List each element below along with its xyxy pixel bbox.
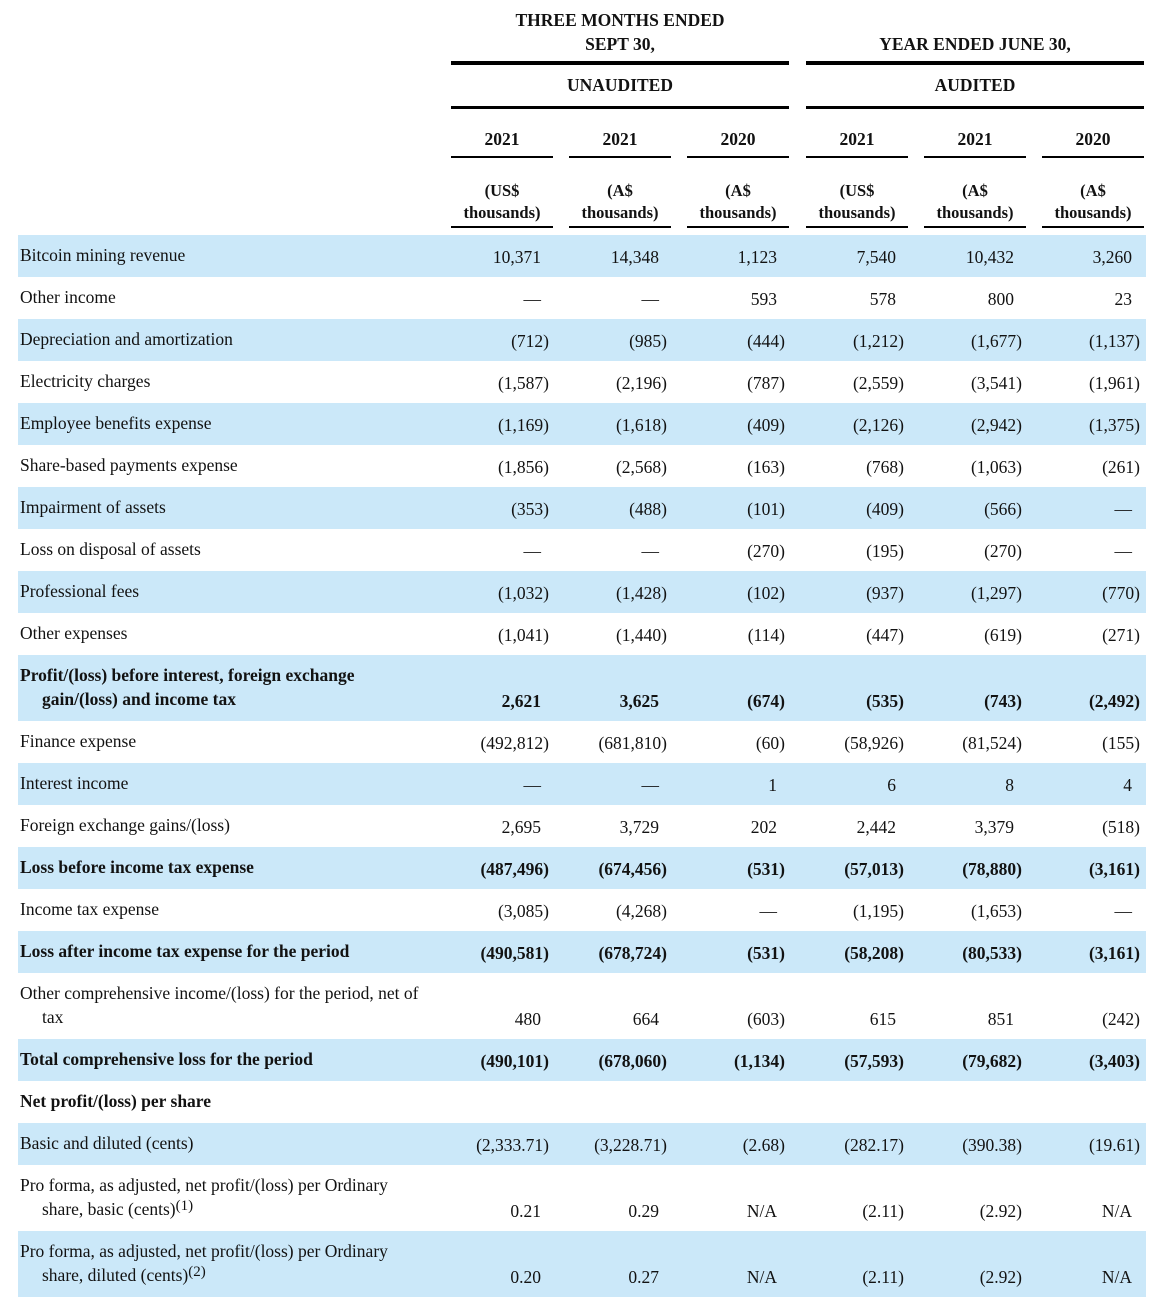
cell-value: (674) (747, 691, 785, 711)
cell-value: (3,228.71) (594, 1135, 667, 1155)
row-label-text: Interest income (20, 773, 129, 793)
group-title-year-ended (806, 4, 1144, 65)
cell-value: (1,137) (1088, 331, 1140, 351)
cell-value: — (1114, 901, 1132, 921)
column-group-year-ended (806, 4, 1144, 228)
row-label (18, 771, 451, 797)
year-header: 2020 (1042, 109, 1144, 158)
unit-header (1042, 158, 1144, 228)
column-header (451, 109, 553, 228)
row-label-text: Depreciation and amortization (20, 329, 233, 349)
cell-value: (1,041) (497, 625, 549, 645)
cell-value: 578 (869, 289, 896, 309)
cell-value: (271) (1102, 625, 1140, 645)
cell-value: 23 (1114, 289, 1132, 309)
unit-line1: (A$ (962, 181, 988, 200)
cell-value: (261) (1102, 457, 1140, 477)
row-label-text: Loss on disposal of assets (20, 539, 201, 559)
row-label-text: Share-based payments expense (20, 455, 238, 475)
row-label (18, 1089, 451, 1115)
year-header: 2021 (569, 109, 671, 158)
table-row (18, 235, 1146, 277)
cell-value: (390.38) (962, 1135, 1022, 1155)
cell-value: 202 (750, 817, 777, 837)
cell-value: 480 (514, 1009, 541, 1029)
cell-value: (447) (866, 625, 904, 645)
cell-value: (444) (747, 331, 785, 351)
cell-value: 2,621 (501, 691, 541, 711)
group-title-line1: THREE MONTHS ENDED (515, 10, 725, 30)
row-label-text: Other expenses (20, 623, 128, 643)
table-row (18, 1081, 1146, 1123)
table-row (18, 655, 1146, 721)
row-label-text: Impairment of assets (20, 497, 166, 517)
column-group-three-months (451, 4, 789, 228)
cell-value: (60) (755, 733, 785, 753)
cell-value: 1,123 (737, 247, 777, 267)
cell-value: (1,961) (1088, 373, 1140, 393)
cell-value: N/A (746, 1267, 777, 1287)
row-label-text: Other income (20, 287, 116, 307)
row-label-text: Other comprehensive income/(loss) for the period, net of tax (20, 983, 419, 1027)
unit-header (924, 158, 1026, 228)
table-row (18, 277, 1146, 319)
row-label (18, 939, 451, 965)
row-label-text: Basic and diluted (cents) (20, 1133, 194, 1153)
cell-value: (58,926) (844, 733, 904, 753)
cell-value: (155) (1102, 733, 1140, 753)
group-title-three-months (451, 4, 789, 65)
cell-value: N/A (1101, 1201, 1132, 1221)
unit-line1: (A$ (1080, 181, 1106, 200)
unit-line1: (A$ (725, 181, 751, 200)
cell-value: (2.11) (862, 1201, 904, 1221)
cell-value: 2,442 (856, 817, 896, 837)
row-label (18, 1131, 451, 1157)
cell-value: (1,428) (615, 583, 667, 603)
cell-value: (2.92) (979, 1201, 1022, 1221)
cell-value: (2,568) (615, 457, 667, 477)
row-label-text: Electricity charges (20, 371, 151, 391)
row-label-text: Total comprehensive loss for the period (20, 1049, 313, 1069)
unit-line2: thousands) (1054, 203, 1132, 222)
table-row (18, 889, 1146, 931)
cell-value: (80,533) (962, 943, 1022, 963)
cell-value: (566) (984, 499, 1022, 519)
cell-value: (674,456) (598, 859, 667, 879)
cell-value: (282.17) (844, 1135, 904, 1155)
cell-value: (985) (629, 331, 667, 351)
row-label (18, 729, 451, 755)
cell-value: (270) (747, 541, 785, 561)
cell-value: (1,618) (615, 415, 667, 435)
unit-line1: (US$ (484, 181, 520, 200)
cell-value: 8 (1005, 775, 1014, 795)
table-row (18, 361, 1146, 403)
cell-value: 3,625 (619, 691, 659, 711)
cell-value: (81,524) (962, 733, 1022, 753)
cell-value: (3,085) (497, 901, 549, 921)
audit-status-unaudited: UNAUDITED (451, 65, 789, 109)
cell-value: (1,653) (970, 901, 1022, 921)
cell-value: (57,013) (844, 859, 904, 879)
cell-value: 0.27 (628, 1267, 659, 1287)
cell-value: — (641, 289, 659, 309)
cell-value: (2,196) (615, 373, 667, 393)
cell-value: (3,161) (1088, 859, 1140, 879)
cell-value: (3,541) (970, 373, 1022, 393)
cell-value: 800 (987, 289, 1014, 309)
cell-value: (102) (747, 583, 785, 603)
column-header (806, 109, 908, 228)
table-row (18, 763, 1146, 805)
cell-value: N/A (746, 1201, 777, 1221)
column-header (687, 109, 789, 228)
cell-value: (531) (747, 943, 785, 963)
group-title-line2: SEPT 30, (585, 34, 655, 54)
row-label-text: Profit/(loss) before interest, foreign exchange gain/(loss) and income tax (20, 665, 355, 709)
unit-header (687, 158, 789, 228)
unit-line1: (US$ (839, 181, 875, 200)
row-label (18, 981, 451, 1031)
cell-value: (1,677) (970, 331, 1022, 351)
cell-value: 6 (887, 775, 896, 795)
cell-value: (768) (866, 457, 904, 477)
row-label (18, 1173, 451, 1223)
column-header (1042, 109, 1144, 228)
cell-value: (1,195) (852, 901, 904, 921)
cell-value: (2.11) (862, 1267, 904, 1287)
year-header: 2021 (924, 109, 1026, 158)
cell-value: 14,348 (610, 247, 659, 267)
unit-header (569, 158, 671, 228)
row-label (18, 453, 451, 479)
unit-header (451, 158, 553, 228)
table-row (18, 445, 1146, 487)
cell-value: (603) (747, 1009, 785, 1029)
table-row (18, 403, 1146, 445)
row-label (18, 411, 451, 437)
row-label (18, 285, 451, 311)
table-row (18, 931, 1146, 973)
cell-value: (712) (511, 331, 549, 351)
row-label (18, 1047, 451, 1073)
cell-value: (531) (747, 859, 785, 879)
unit-header (806, 158, 908, 228)
row-label (18, 495, 451, 521)
row-label (18, 243, 451, 269)
cell-value: (937) (866, 583, 904, 603)
table-row (18, 571, 1146, 613)
cell-value: 4 (1123, 775, 1132, 795)
cell-value: (681,810) (598, 733, 667, 753)
cell-value: (409) (747, 415, 785, 435)
cell-value: (242) (1102, 1009, 1140, 1029)
cell-value: 0.20 (510, 1267, 541, 1287)
cell-value: (487,496) (480, 859, 549, 879)
cell-value: (2.92) (979, 1267, 1022, 1287)
cell-value: (353) (511, 499, 549, 519)
cell-value: (2.68) (742, 1135, 785, 1155)
cell-value: (787) (747, 373, 785, 393)
cell-value: 2,695 (501, 817, 541, 837)
cell-value: (58,208) (844, 943, 904, 963)
cell-value: N/A (1101, 1267, 1132, 1287)
row-label (18, 813, 451, 839)
row-label-text: Professional fees (20, 581, 140, 601)
cell-value: (770) (1102, 583, 1140, 603)
column-header (569, 109, 671, 228)
cell-value: (114) (747, 625, 785, 645)
cell-value: (1,212) (852, 331, 904, 351)
cell-value: (492,812) (480, 733, 549, 753)
cell-value: (535) (866, 691, 904, 711)
table-row (18, 1039, 1146, 1081)
cell-value: 0.21 (510, 1201, 541, 1221)
footnote-marker: (2) (188, 1264, 206, 1280)
row-label (18, 897, 451, 923)
row-label-text: Finance expense (20, 731, 137, 751)
cell-value: — (641, 775, 659, 795)
cell-value: (57,593) (844, 1051, 904, 1071)
cell-value: (2,333.71) (476, 1135, 549, 1155)
year-header: 2021 (451, 109, 553, 158)
unit-line2: thousands) (936, 203, 1014, 222)
cell-value: (1,297) (970, 583, 1022, 603)
cell-value: 10,371 (492, 247, 541, 267)
cell-value: (743) (984, 691, 1022, 711)
cell-value: (4,268) (615, 901, 667, 921)
table-row (18, 613, 1146, 655)
row-label (18, 663, 451, 713)
table-row (18, 847, 1146, 889)
cell-value: (490,101) (480, 1051, 549, 1071)
row-label-column-spacer (18, 4, 451, 228)
cell-value: (518) (1102, 817, 1140, 837)
cell-value: — (523, 541, 541, 561)
row-label-text: Pro forma, as adjusted, net profit/(loss) per Ordinary share, basic (cents) (20, 1175, 388, 1219)
cell-value: (1,856) (497, 457, 549, 477)
cell-value: (1,032) (497, 583, 549, 603)
cell-value: (1,063) (970, 457, 1022, 477)
row-label-text: Loss after income tax expense for the period (20, 941, 350, 961)
cell-value: (409) (866, 499, 904, 519)
cell-value: (2,492) (1088, 691, 1140, 711)
cell-value: 593 (750, 289, 777, 309)
cell-value: — (759, 901, 777, 921)
cell-value: 3,379 (974, 817, 1014, 837)
cell-value: 615 (869, 1009, 896, 1029)
cell-value: (678,060) (598, 1051, 667, 1071)
table-row (18, 1165, 1146, 1231)
cell-value: (19.61) (1088, 1135, 1140, 1155)
column-header (924, 109, 1026, 228)
table-body (0, 235, 1158, 1297)
cell-value: (1,440) (615, 625, 667, 645)
table-row (18, 973, 1146, 1039)
unit-line2: thousands) (818, 203, 896, 222)
cell-value: (2,126) (852, 415, 904, 435)
table-row (18, 319, 1146, 361)
year-header: 2020 (687, 109, 789, 158)
cell-value: (2,559) (852, 373, 904, 393)
table-row (18, 1231, 1146, 1297)
cell-value: (79,682) (962, 1051, 1022, 1071)
cell-value: (2,942) (970, 415, 1022, 435)
group-title-line1: YEAR ENDED JUNE 30, (879, 34, 1071, 54)
table-row (18, 721, 1146, 763)
cell-value: 7,540 (856, 247, 896, 267)
row-label-text: Income tax expense (20, 899, 159, 919)
row-label (18, 621, 451, 647)
row-label (18, 579, 451, 605)
cell-value: (1,587) (497, 373, 549, 393)
cell-value: 3,260 (1092, 247, 1132, 267)
cell-value: 3,729 (619, 817, 659, 837)
cell-value: (78,880) (962, 859, 1022, 879)
cell-value: (3,403) (1088, 1051, 1140, 1071)
cell-value: (101) (747, 499, 785, 519)
cell-value: (490,581) (480, 943, 549, 963)
cell-value: 664 (632, 1009, 659, 1029)
cell-value: (270) (984, 541, 1022, 561)
cell-value: (195) (866, 541, 904, 561)
row-label-text: Net profit/(loss) per share (20, 1091, 212, 1111)
year-header: 2021 (806, 109, 908, 158)
row-label-text: Bitcoin mining revenue (20, 245, 186, 265)
cell-value: (163) (747, 457, 785, 477)
row-label (18, 327, 451, 353)
cell-value: — (523, 289, 541, 309)
cell-value: (1,169) (497, 415, 549, 435)
cell-value: — (641, 541, 659, 561)
cell-value: (3,161) (1088, 943, 1140, 963)
row-label-text: Employee benefits expense (20, 413, 212, 433)
cell-value: 0.29 (628, 1201, 659, 1221)
cell-value: 10,432 (965, 247, 1014, 267)
cell-value: 851 (987, 1009, 1014, 1029)
audit-status-audited: AUDITED (806, 65, 1144, 109)
cell-value: (619) (984, 625, 1022, 645)
cell-value: (488) (629, 499, 667, 519)
group-columns (806, 109, 1144, 228)
row-label-text: Foreign exchange gains/(loss) (20, 815, 230, 835)
row-label (18, 1239, 451, 1289)
table-header (18, 4, 1146, 228)
row-label (18, 537, 451, 563)
unit-line2: thousands) (581, 203, 659, 222)
row-label-text: Pro forma, as adjusted, net profit/(loss) per Ordinary share, diluted (cents) (20, 1241, 388, 1285)
cell-value: (1,375) (1088, 415, 1140, 435)
cell-value: — (1114, 499, 1132, 519)
unit-line1: (A$ (607, 181, 633, 200)
row-label (18, 369, 451, 395)
table-row (18, 529, 1146, 571)
table-row (18, 805, 1146, 847)
cell-value: — (523, 775, 541, 795)
cell-value: (1,134) (733, 1051, 785, 1071)
cell-value: — (1114, 541, 1132, 561)
cell-value: (678,724) (598, 943, 667, 963)
footnote-marker: (1) (175, 1198, 194, 1214)
table-row (18, 1123, 1146, 1165)
unit-line2: thousands) (463, 203, 541, 222)
row-label (18, 855, 451, 881)
group-columns (451, 109, 789, 228)
row-label-text: Loss before income tax expense (20, 857, 254, 877)
table-row (18, 487, 1146, 529)
unit-line2: thousands) (699, 203, 777, 222)
cell-value: 1 (768, 775, 777, 795)
